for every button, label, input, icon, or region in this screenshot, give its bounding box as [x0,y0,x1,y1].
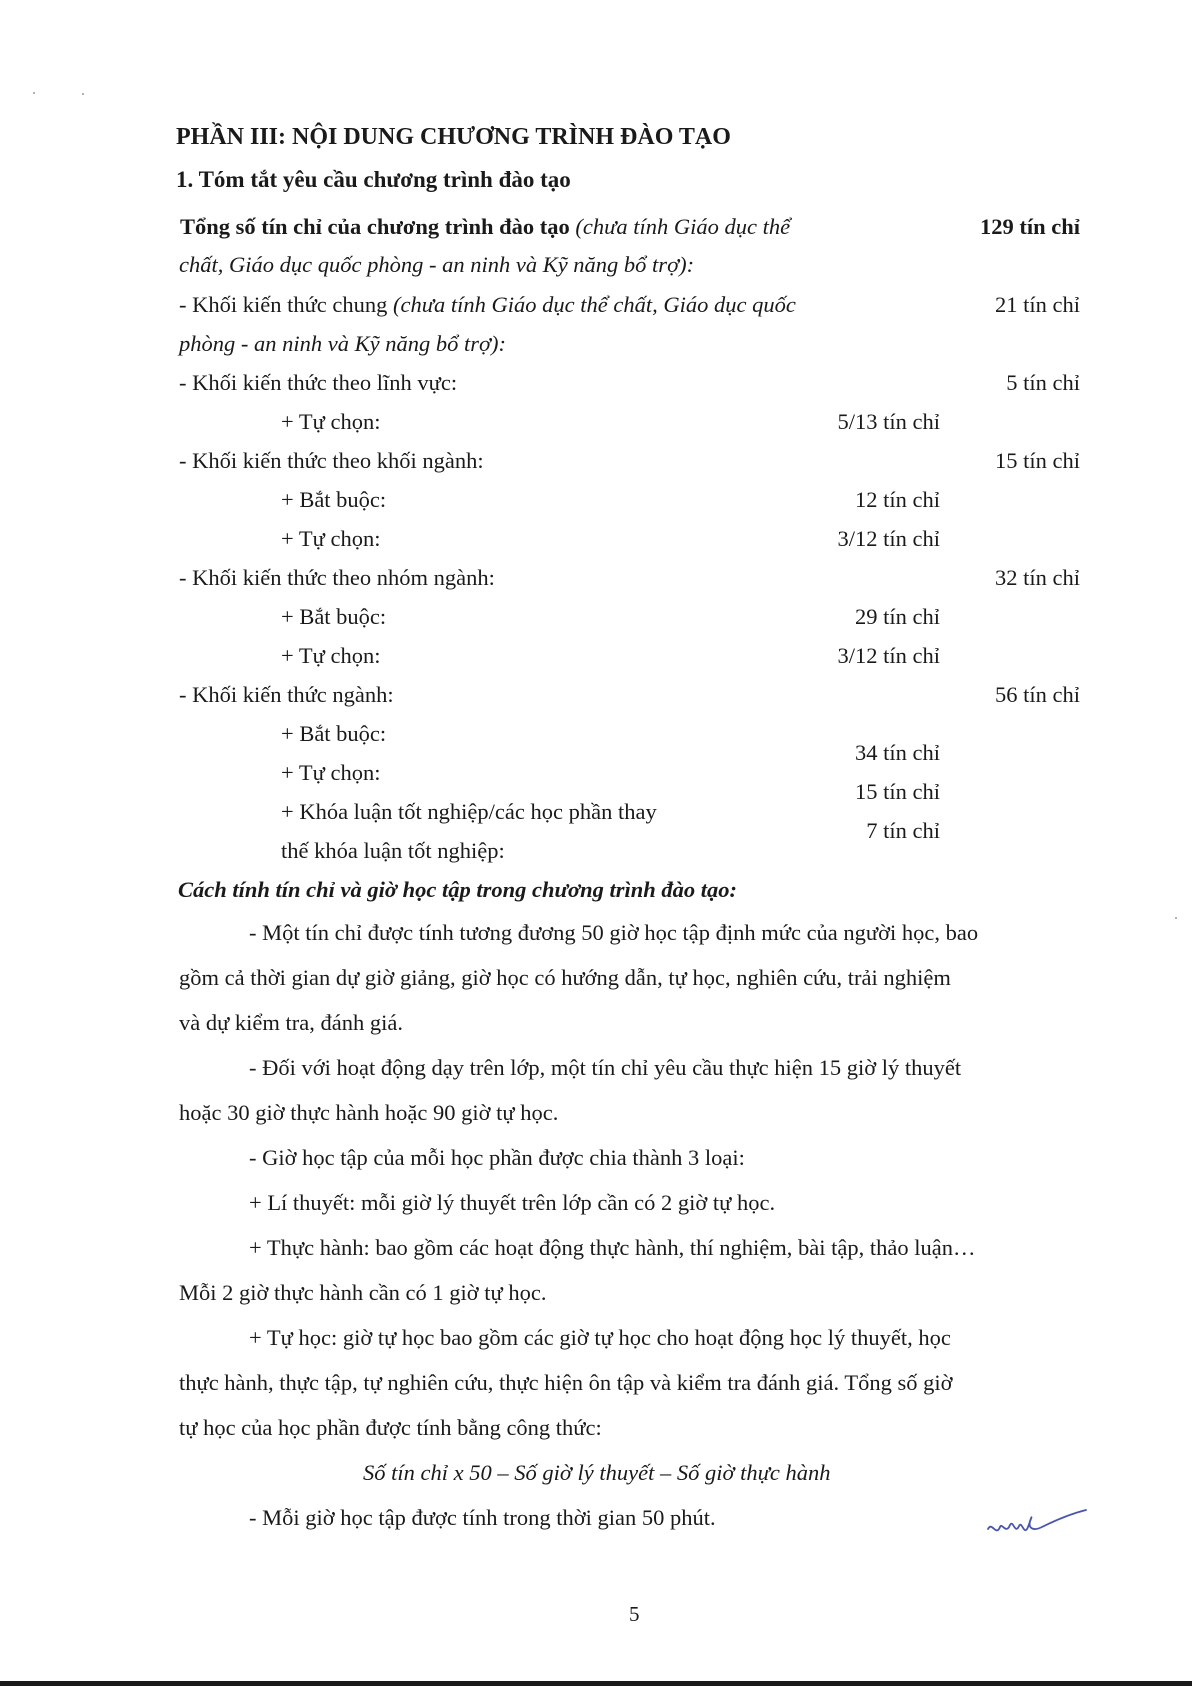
general-block-label [179,289,796,321]
group-block-label: - Khối kiến thức theo nhóm ngành: [179,565,495,590]
group-elective-value: 3/12 tín chỉ [837,643,940,668]
paragraph-line: - Đối với hoạt động dạy trên lớp, một tín chỉ yêu cầu thực hiện 15 giờ lý thuyết [249,1055,962,1080]
paragraph-line: gồm cả thời gian dự giờ giảng, giờ học có hướng dẫn, tự học, nghiên cứu, trải nghiệm [179,965,951,990]
paragraph-line: - Giờ học tập của mỗi học phần được chia thành 3 loại: [249,1145,745,1170]
general-block-note: (chưa tính Giáo dục thể chất, Giáo dục quốc [393,292,796,317]
paragraph-line: - Một tín chỉ được tính tương đương 50 giờ học tập định mức của người học, bao [249,920,979,945]
total-credits-value: 129 tín chỉ [979,214,1080,239]
total-credits-label-bold: Tổng số tín chỉ của chương trình đào tạo [180,214,570,239]
sector-required-value: 12 tín chỉ [855,487,940,512]
paragraph-line: + Lí thuyết: mỗi giờ lý thuyết trên lớp cần có 2 giờ tự học. [249,1190,776,1215]
field-block-value: 5 tín chỉ [1006,370,1080,395]
paragraph-line: hoặc 30 giờ thực hành hoặc 90 giờ tự học. [179,1100,559,1125]
sector-required-label: + Bắt buộc: [281,487,387,512]
major-required-value: 34 tín chỉ [855,740,940,765]
field-block-label: - Khối kiến thức theo lĩnh vực: [179,370,458,395]
method-heading: Cách tính tín chỉ và giờ học tập trong chương trình đào tạo: [178,877,737,902]
general-block-note-cont: phòng - an ninh và Kỹ năng bổ trợ): [179,331,506,356]
paragraph-line: - Mỗi giờ học tập được tính trong thời gian 50 phút. [249,1505,716,1530]
handwritten-signature [984,1507,1090,1547]
paragraph-line: Mỗi 2 giờ thực hành cần có 1 giờ tự học. [179,1280,547,1305]
general-block-value: 21 tín chỉ [995,292,1080,317]
group-elective-label: + Tự chọn: [281,643,381,668]
major-required-label: + Bắt buộc: [281,721,387,746]
scan-speck [33,92,35,94]
major-block-value: 56 tín chỉ [995,682,1080,707]
major-thesis-value: 7 tín chỉ [866,818,940,843]
subsection-heading: 1. Tóm tắt yêu cầu chương trình đào tạo [176,167,571,192]
scan-speck [1175,917,1177,919]
scan-edge [0,1681,1192,1686]
scan-speck [82,93,84,95]
major-elective-value: 15 tín chỉ [855,779,940,804]
paragraph-line: thực hành, thực tập, tự nghiên cứu, thực hiện ôn tập và kiểm tra đánh giá. Tổng số giờ [179,1370,953,1395]
sector-elective-label: + Tự chọn: [281,526,381,551]
field-elective-value: 5/13 tín chỉ [837,409,940,434]
major-thesis-label-cont: thế khóa luận tốt nghiệp: [281,838,505,863]
major-thesis-label: + Khóa luận tốt nghiệp/các học phần thay [281,799,657,824]
paragraph-line: tự học của học phần được tính bằng công thức: [179,1415,602,1440]
paragraph-line: + Thực hành: bao gồm các hoạt động thực hành, thí nghiệm, bài tập, thảo luận… [249,1235,976,1260]
paragraph-line: và dự kiểm tra, đánh giá. [179,1010,404,1035]
sector-block-value: 15 tín chỉ [995,448,1080,473]
sector-block-label: - Khối kiến thức theo khối ngành: [179,448,484,473]
total-credits-note-cont: chất, Giáo dục quốc phòng - an ninh và Kỹ năng bổ trợ): [179,252,695,277]
paragraph-line: + Tự học: giờ tự học bao gồm các giờ tự học cho hoạt động học lý thuyết, học [249,1325,951,1350]
group-required-label: + Bắt buộc: [281,604,387,629]
group-required-value: 29 tín chỉ [855,604,940,629]
page-number: 5 [629,1602,640,1626]
general-block-title: - Khối kiến thức chung [179,292,388,317]
total-credits-label [180,211,790,243]
total-credits-note: (chưa tính Giáo dục thể [575,214,791,239]
section-heading: PHẦN III: NỘI DUNG CHƯƠNG TRÌNH ĐÀO TẠO [176,124,731,150]
sector-elective-value: 3/12 tín chỉ [837,526,940,551]
group-block-value: 32 tín chỉ [995,565,1080,590]
major-block-label: - Khối kiến thức ngành: [179,682,394,707]
major-elective-label: + Tự chọn: [281,760,381,785]
field-elective-label: + Tự chọn: [281,409,381,434]
credit-formula: Số tín chỉ x 50 – Số giờ lý thuyết – Số giờ thực hành [363,1460,831,1485]
